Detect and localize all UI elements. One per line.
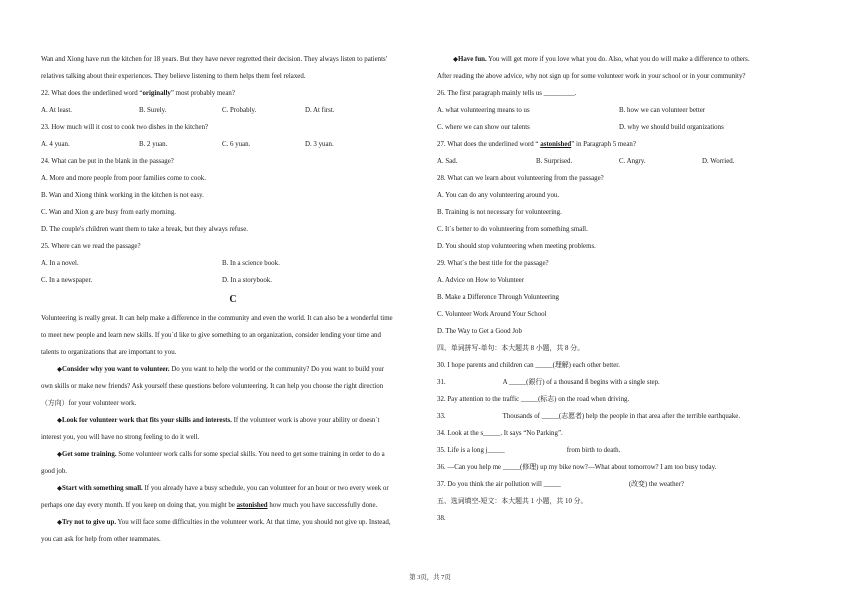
option: D. At first. [305, 107, 335, 114]
passage-line: After reading the above advice, why not sign up for some volunteer work in your school or in your community? [437, 73, 746, 80]
question-30: 30. I hope parents and children can _____(理解) each other better. [437, 362, 620, 369]
option: B. Wan and Xiong think working in the kitchen is not easy. [41, 192, 204, 199]
section-heading-4: 四、单词拼写-单句：本大题共 8 小题，共 8 分。 [437, 345, 584, 352]
question-26: 26. The first paragraph mainly tells us _________. [437, 90, 577, 97]
tip-consider: ◆Consider why you want to volunteer. Do you want to help the world or the community? Do you want to build your [57, 366, 384, 373]
underlined-word: originally [142, 90, 171, 97]
option: A. In a novel. [41, 260, 79, 267]
option: D. 3 yuan. [305, 141, 334, 148]
option: B. Surprised. [536, 158, 573, 165]
diamond-bullet-icon: ◆ [57, 519, 62, 526]
question-34: 34. Look at the s_____. It says “No Parking”. [437, 430, 563, 437]
option: D. In a storybook. [222, 277, 272, 284]
diamond-bullet-icon: ◆ [57, 485, 62, 492]
option: A. 4 yuan. [41, 141, 70, 148]
option: C. Angry. [619, 158, 646, 165]
question-38: 38. [437, 515, 446, 522]
option: D. Worried. [702, 158, 735, 165]
question-33: 33. Thousands of _____(志愿者) help the people in that area after the terrible earthquake. [437, 413, 741, 420]
section-heading-5: 五、选词填空-短文：本大题共 1 小题，共 10 分。 [437, 498, 588, 505]
section-heading-c: C [229, 294, 237, 305]
passage-line: interest you, you will have no strong feeling to do it well. [41, 434, 200, 441]
passage-line: perhaps one day every month. If you keep on doing that, you might be astonished how much you have successfully done. [41, 502, 378, 509]
option: B. how we can volunteer better [619, 107, 706, 114]
option: B. Training is not necessary for volunteering. [437, 209, 562, 216]
tip-start-small: ◆Start with something small. If you already have a busy schedule, you can volunteer for an hour or two every week or [57, 485, 389, 492]
diamond-bullet-icon: ◆ [57, 366, 62, 373]
passage-line: you can ask for help from other teammates. [41, 536, 161, 543]
question-28: 28. What can we learn about volunteering from the passage? [437, 175, 604, 182]
question-24: 24. What can be put in the blank in the passage? [41, 158, 174, 165]
passage-line: good job. [41, 468, 68, 475]
passage-line: own skills or make new friends? Ask yourself these questions before volunteering. It can help you choose the right direction [41, 383, 384, 390]
underlined-word: astonished [540, 141, 572, 148]
option: D. The couple's children want them to take a break, but they always refuse. [41, 226, 248, 233]
option: A. At least. [41, 107, 73, 114]
option: C. Volunteer Work Around Your School [437, 311, 547, 318]
passage-line: relatives talking about their experiences. They believe listening to them helps them feel relaxed. [41, 73, 306, 80]
option: B. 2 yuan. [139, 141, 168, 148]
option: C. In a newspaper. [41, 277, 93, 284]
option: A. Advice on How to Volunteer [437, 277, 525, 284]
question-23: 23. How much will it cost to cook two dishes in the kitchen? [41, 124, 209, 131]
question-31: 31. A _____(銀行) of a thousand ß begins with a single step. [437, 379, 660, 386]
question-29: 29. What`s the best title for the passage? [437, 260, 549, 267]
option: C. It`s better to do volunteering from something small. [437, 226, 588, 233]
option: A. Sad. [437, 158, 458, 165]
page-footer: 第 3页，共 7页 [409, 574, 451, 581]
option: B. In a science book. [222, 260, 280, 267]
option: D. You should stop volunteering when meeting problems. [437, 243, 596, 250]
question-35: 35. Life is a long j_____ from birth to death. [437, 447, 621, 454]
option: A. You can do any volunteering around you. [437, 192, 560, 199]
passage-line: Volunteering is really great. It can help make a difference in the community and even the world. It can also be a wonderful time [41, 315, 393, 322]
question-36: 36. —Can you help me _____(修理) up my bike now?—What about tomorrow? I am too busy today. [437, 464, 717, 471]
diamond-bullet-icon: ◆ [453, 56, 458, 63]
question-22: 22. What does the underlined word “originally” most probably mean? [41, 90, 235, 97]
question-25: 25. Where can we read the passage? [41, 243, 141, 250]
underlined-word: astonished [236, 502, 268, 509]
passage-line: （方向）for your volunteer work. [41, 400, 137, 407]
option: C. Probably. [222, 107, 257, 114]
option: B. Make a Difference Through Volunteering [437, 294, 559, 301]
passage-line: talents to organizations that are important to you. [41, 349, 177, 356]
option: C. Wan and Xion g are busy from early morning. [41, 209, 176, 216]
option: D. why we should build organizations [619, 124, 724, 131]
question-32: 32. Pay attention to the traffic _____(标志) on the road when driving. [437, 396, 630, 403]
option: A. More and more people from poor families come to cook. [41, 175, 206, 182]
diamond-bullet-icon: ◆ [57, 451, 62, 458]
diamond-bullet-icon: ◆ [57, 417, 62, 424]
option: C. 6 yuan. [222, 141, 251, 148]
question-27: 27. What does the underlined word “ astonished” in Paragraph 5 mean? [437, 141, 636, 148]
passage-line: to meet new people and learn new skills. If you`d like to give something to an organization, consider lending your time and [41, 332, 381, 339]
tip-training: ◆Get some training. Some volunteer work calls for some special skills. You need to get some training in order to do a [57, 451, 385, 458]
option: C. where we can show our talents [437, 124, 530, 131]
question-37: 37. Do you think the air pollution will _____ (改变) the weather? [437, 481, 684, 488]
option: A. what volunteering means to us [437, 107, 530, 114]
option: B. Surely. [139, 107, 167, 114]
tip-dont-give-up: ◆Try not to give up. You will face some difficulties in the volunteer work. At that time, you should not give up. Instead, [57, 519, 391, 526]
tip-look-for: ◆Look for volunteer work that fits your skills and interests. If the volunteer work is above your ability or doesn`t [57, 417, 380, 424]
passage-line: Wan and Xiong have run the kitchen for 18 years. But they have never regretted their decision. They always listen to patients' [41, 56, 387, 63]
option: D. The Way to Get a Good Job [437, 328, 522, 335]
tip-have-fun: ◆Have fun. You will get more if you love what you do. Also, what you do will make a difference to others. [453, 56, 750, 63]
